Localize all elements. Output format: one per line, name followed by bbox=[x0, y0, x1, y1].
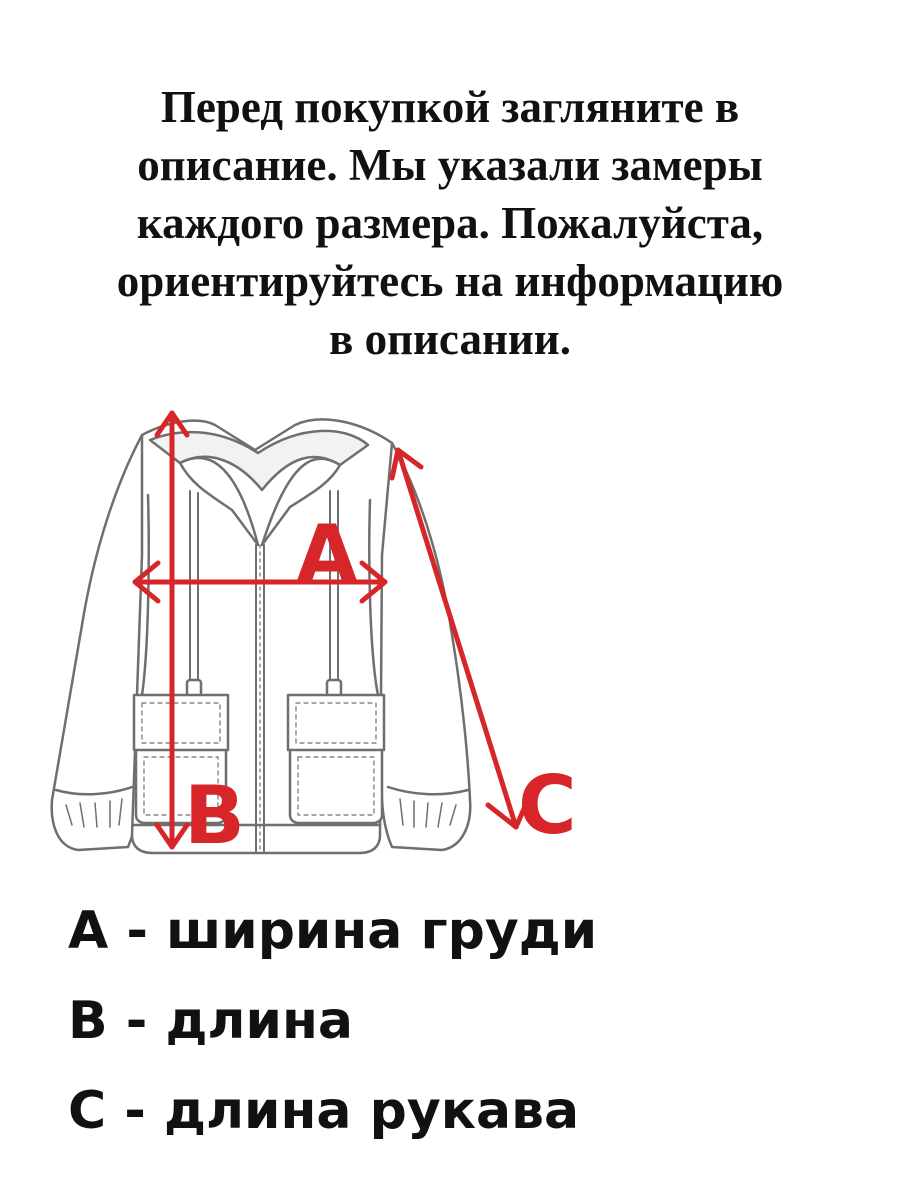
legend-separator: - bbox=[126, 901, 167, 961]
legend-item-length bbox=[68, 985, 868, 1075]
legend-text: длина рукава bbox=[163, 1081, 580, 1141]
legend-item-sleeve-length bbox=[68, 1075, 868, 1165]
legend-separator: - bbox=[125, 991, 166, 1051]
legend-key: C bbox=[68, 1081, 107, 1141]
label-b: B bbox=[184, 769, 245, 862]
label-c: C bbox=[518, 759, 577, 852]
legend-item-chest-width bbox=[68, 895, 868, 985]
jacket-measurement-diagram bbox=[0, 395, 900, 875]
measurement-legend bbox=[68, 895, 868, 1165]
heading-line: описание. Мы указали замеры bbox=[137, 140, 763, 190]
heading-line: Перед покупкой загляните в bbox=[160, 82, 740, 132]
legend-separator: - bbox=[124, 1081, 164, 1141]
heading-line: ориентируйтесь на информацию bbox=[116, 256, 784, 306]
heading-line: каждого размера. Пожалуйста, bbox=[136, 198, 764, 248]
heading-line: в описании. bbox=[329, 314, 571, 364]
right-pocket bbox=[288, 695, 384, 823]
instruction-heading bbox=[40, 78, 860, 368]
label-a: A bbox=[296, 508, 358, 601]
legend-key: B bbox=[68, 991, 108, 1051]
legend-text: длина bbox=[165, 991, 353, 1051]
legend-key: A bbox=[68, 901, 109, 961]
legend-text: ширина груди bbox=[166, 901, 598, 961]
